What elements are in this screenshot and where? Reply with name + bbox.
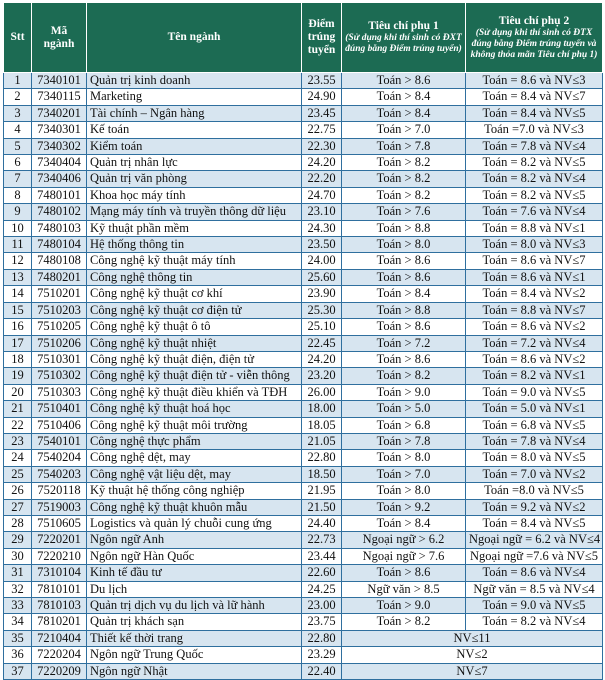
cell-stt: 33: [4, 598, 32, 614]
cell-ma-nganh: 7540204: [32, 450, 87, 466]
cell-diem: 18.00: [302, 401, 342, 417]
cell-ma-nganh: 7520118: [32, 483, 87, 499]
table-row: [4, 138, 603, 154]
cell-tieu-chi-1: Toán > 8.6: [342, 351, 466, 367]
cell-tieu-chi-merged: NV≤11: [342, 630, 603, 646]
cell-stt: 24: [4, 450, 32, 466]
admission-table-container: [3, 2, 602, 680]
cell-tieu-chi-1: Toán > 7.6: [342, 204, 466, 220]
cell-tieu-chi-1: Toán > 8.8: [342, 302, 466, 318]
cell-ma-nganh: 7510201: [32, 286, 87, 302]
cell-tieu-chi-1: Toán > 8.4: [342, 105, 466, 121]
table-row: [4, 548, 603, 564]
cell-ten-nganh: Hệ thống thông tin: [87, 237, 302, 253]
cell-tieu-chi-2: Toán = 7.0 và NV≤2: [466, 466, 603, 482]
cell-stt: 13: [4, 269, 32, 285]
tc1-title: Tiêu chí phụ 1: [368, 20, 439, 32]
cell-ten-nganh: Mạng máy tính và truyền thông dữ liệu: [87, 204, 302, 220]
cell-tieu-chi-2: Toán = 8.4 và NV≤2: [466, 286, 603, 302]
cell-tieu-chi-2: Toán = 7.6 và NV≤4: [466, 204, 603, 220]
cell-ma-nganh: 7540203: [32, 466, 87, 482]
cell-tieu-chi-1: Toán > 7.2: [342, 335, 466, 351]
cell-tieu-chi-1: Toán > 7.0: [342, 466, 466, 482]
cell-ten-nganh: Công nghệ kỹ thuật hoá học: [87, 401, 302, 417]
cell-ma-nganh: 7510203: [32, 302, 87, 318]
cell-diem: 23.45: [302, 105, 342, 121]
cell-ten-nganh: Công nghệ thông tin: [87, 269, 302, 285]
table-body: [4, 73, 603, 680]
cell-tieu-chi-1: Toán > 7.0: [342, 122, 466, 138]
cell-ten-nganh: Ngôn ngữ Anh: [87, 532, 302, 548]
table-row: [4, 302, 603, 318]
cell-diem: 25.10: [302, 319, 342, 335]
header-ten-nganh: Tên ngành: [87, 3, 302, 73]
cell-tieu-chi-2: Toán = 8.6 và NV≤2: [466, 351, 603, 367]
cell-diem: 23.00: [302, 598, 342, 614]
cell-tieu-chi-1: Toán > 8.4: [342, 89, 466, 105]
cell-stt: 17: [4, 335, 32, 351]
cell-stt: 19: [4, 368, 32, 384]
header-diem: Điểm trúng tuyển: [302, 3, 342, 73]
cell-tieu-chi-2: Toán = 8.2 và NV≤1: [466, 368, 603, 384]
cell-ten-nganh: Công nghệ kỹ thuật điện, điện tử: [87, 351, 302, 367]
cell-ma-nganh: 7510206: [32, 335, 87, 351]
header-ma-nganh: Mã ngành: [32, 3, 87, 73]
cell-stt: 34: [4, 614, 32, 630]
cell-stt: 37: [4, 663, 32, 679]
table-row: [4, 433, 603, 449]
cell-tieu-chi-2: Ngữ văn = 8.5 và NV≤4: [466, 581, 603, 597]
cell-stt: 4: [4, 122, 32, 138]
cell-tieu-chi-1: Ngữ văn > 8.5: [342, 581, 466, 597]
cell-diem: 18.05: [302, 417, 342, 433]
cell-tieu-chi-2: Toán = 8.0 và NV≤5: [466, 450, 603, 466]
table-row: [4, 286, 603, 302]
table-row: [4, 401, 603, 417]
cell-ma-nganh: 7480104: [32, 237, 87, 253]
cell-stt: 2: [4, 89, 32, 105]
cell-tieu-chi-1: Toán > 7.8: [342, 433, 466, 449]
cell-diem: 24.90: [302, 89, 342, 105]
cell-tieu-chi-2: Toán = 8.6 và NV≤2: [466, 319, 603, 335]
cell-stt: 25: [4, 466, 32, 482]
cell-diem: 22.80: [302, 450, 342, 466]
table-row: [4, 450, 603, 466]
cell-tieu-chi-2: Toán = 8.4 và NV≤5: [466, 515, 603, 531]
cell-tieu-chi-1: Toán > 8.6: [342, 73, 466, 89]
cell-tieu-chi-2: Toán = 8.8 và NV≤1: [466, 220, 603, 236]
cell-ma-nganh: 7220210: [32, 548, 87, 564]
table-row: [4, 663, 603, 679]
cell-ma-nganh: 7480102: [32, 204, 87, 220]
cell-tieu-chi-2: Toán = 8.2 và NV≤5: [466, 155, 603, 171]
cell-tieu-chi-1: Toán > 8.0: [342, 450, 466, 466]
cell-diem: 21.95: [302, 483, 342, 499]
cell-ma-nganh: 7340101: [32, 73, 87, 89]
table-row: [4, 368, 603, 384]
cell-stt: 18: [4, 351, 32, 367]
cell-diem: 26.00: [302, 384, 342, 400]
cell-tieu-chi-2: Ngoại ngữ =7.6 và NV≤5: [466, 548, 603, 564]
cell-diem: 22.60: [302, 565, 342, 581]
cell-diem: 23.90: [302, 286, 342, 302]
cell-tieu-chi-1: Toán > 9.0: [342, 384, 466, 400]
cell-stt: 29: [4, 532, 32, 548]
cell-ma-nganh: 7310104: [32, 565, 87, 581]
cell-ma-nganh: 7480103: [32, 220, 87, 236]
cell-stt: 15: [4, 302, 32, 318]
table-row: [4, 515, 603, 531]
cell-tieu-chi-2: Toán = 8.4 và NV≤5: [466, 105, 603, 121]
table-row: [4, 351, 603, 367]
cell-diem: 23.44: [302, 548, 342, 564]
cell-ma-nganh: 7340301: [32, 122, 87, 138]
cell-tieu-chi-2: Toán =7.0 và NV≤3: [466, 122, 603, 138]
cell-tieu-chi-1: Ngoại ngữ > 6.2: [342, 532, 466, 548]
cell-ma-nganh: 7340302: [32, 138, 87, 154]
cell-tieu-chi-2: Toán = 9.2 và NV≤2: [466, 499, 603, 515]
cell-ma-nganh: 7210404: [32, 630, 87, 646]
cell-stt: 5: [4, 138, 32, 154]
cell-tieu-chi-1: Toán > 8.2: [342, 368, 466, 384]
cell-diem: 22.30: [302, 138, 342, 154]
cell-diem: 22.20: [302, 171, 342, 187]
cell-ma-nganh: 7510301: [32, 351, 87, 367]
cell-tieu-chi-2: Toán = 7.2 và NV≤4: [466, 335, 603, 351]
cell-ma-nganh: 7480201: [32, 269, 87, 285]
cell-tieu-chi-1: Toán > 8.2: [342, 155, 466, 171]
cell-ten-nganh: Quản trị kinh doanh: [87, 73, 302, 89]
cell-ten-nganh: Công nghệ kỹ thuật máy tính: [87, 253, 302, 269]
cell-stt: 1: [4, 73, 32, 89]
header-tieu-chi-2: [466, 3, 603, 73]
cell-ma-nganh: 7810103: [32, 598, 87, 614]
cell-tieu-chi-merged: NV≤2: [342, 647, 603, 663]
cell-tieu-chi-2: Toán = 8.6 và NV≤1: [466, 269, 603, 285]
table-row: [4, 220, 603, 236]
table-row: [4, 417, 603, 433]
cell-ten-nganh: Ngôn ngữ Nhật: [87, 663, 302, 679]
table-row: [4, 319, 603, 335]
cell-ma-nganh: 7220204: [32, 647, 87, 663]
cell-ten-nganh: Công nghệ dệt, may: [87, 450, 302, 466]
cell-ten-nganh: Tài chính – Ngân hàng: [87, 105, 302, 121]
cell-diem: 21.05: [302, 433, 342, 449]
cell-stt: 36: [4, 647, 32, 663]
table-row: [4, 122, 603, 138]
table-row: [4, 155, 603, 171]
cell-ten-nganh: Quản trị nhân lực: [87, 155, 302, 171]
cell-tieu-chi-1: Toán > 9.2: [342, 499, 466, 515]
cell-tieu-chi-1: Toán > 8.6: [342, 565, 466, 581]
cell-diem: 23.55: [302, 73, 342, 89]
cell-ten-nganh: Kinh tế đầu tư: [87, 565, 302, 581]
table-row: [4, 187, 603, 203]
cell-ma-nganh: 7480101: [32, 187, 87, 203]
cell-ma-nganh: 7510605: [32, 515, 87, 531]
cell-stt: 16: [4, 319, 32, 335]
cell-diem: 22.40: [302, 663, 342, 679]
cell-tieu-chi-1: Toán > 9.0: [342, 598, 466, 614]
cell-tieu-chi-2: Toán = 7.8 và NV≤4: [466, 138, 603, 154]
cell-ma-nganh: 7510302: [32, 368, 87, 384]
cell-ten-nganh: Công nghệ kỹ thuật khuôn mẫu: [87, 499, 302, 515]
cell-diem: 22.80: [302, 630, 342, 646]
cell-stt: 9: [4, 204, 32, 220]
cell-stt: 11: [4, 237, 32, 253]
cell-tieu-chi-1: Ngoại ngữ > 7.6: [342, 548, 466, 564]
cell-diem: 23.75: [302, 614, 342, 630]
cell-ten-nganh: Quản trị khách sạn: [87, 614, 302, 630]
cell-ma-nganh: 7510401: [32, 401, 87, 417]
cell-diem: 23.10: [302, 204, 342, 220]
cell-tieu-chi-1: Toán > 8.0: [342, 237, 466, 253]
cell-diem: 22.75: [302, 122, 342, 138]
cell-tieu-chi-2: Toán = 8.6 và NV≤3: [466, 73, 603, 89]
cell-ten-nganh: Logistics và quản lý chuỗi cung ứng: [87, 515, 302, 531]
table-row: [4, 89, 603, 105]
cell-diem: 23.50: [302, 237, 342, 253]
cell-diem: 24.70: [302, 187, 342, 203]
cell-diem: 25.30: [302, 302, 342, 318]
cell-ma-nganh: 7340406: [32, 171, 87, 187]
cell-ten-nganh: Quản trị văn phòng: [87, 171, 302, 187]
cell-stt: 8: [4, 187, 32, 203]
cell-tieu-chi-2: Toán = 6.8 và NV≤5: [466, 417, 603, 433]
cell-stt: 10: [4, 220, 32, 236]
cell-diem: 24.40: [302, 515, 342, 531]
cell-stt: 7: [4, 171, 32, 187]
cell-stt: 23: [4, 433, 32, 449]
cell-tieu-chi-2: Toán =8.0 và NV≤5: [466, 483, 603, 499]
cell-tieu-chi-1: Toán > 5.0: [342, 401, 466, 417]
cell-tieu-chi-2: Toán = 9.0 và NV≤5: [466, 598, 603, 614]
cell-ten-nganh: Khoa học máy tính: [87, 187, 302, 203]
cell-ten-nganh: Công nghệ kỹ thuật cơ khí: [87, 286, 302, 302]
table-row: [4, 581, 603, 597]
cell-tieu-chi-2: Toán = 8.0 và NV≤3: [466, 237, 603, 253]
cell-ma-nganh: 7540101: [32, 433, 87, 449]
cell-ten-nganh: Công nghệ kỹ thuật cơ điện tử: [87, 302, 302, 318]
cell-stt: 22: [4, 417, 32, 433]
cell-ma-nganh: 7220201: [32, 532, 87, 548]
table-header-row: [4, 3, 603, 73]
cell-diem: 24.20: [302, 155, 342, 171]
cell-ten-nganh: Quản trị dịch vụ du lịch và lữ hành: [87, 598, 302, 614]
cell-stt: 6: [4, 155, 32, 171]
cell-stt: 35: [4, 630, 32, 646]
cell-tieu-chi-2: Toán = 8.2 và NV≤5: [466, 187, 603, 203]
cell-ma-nganh: 7480108: [32, 253, 87, 269]
cell-diem: 22.73: [302, 532, 342, 548]
table-row: [4, 532, 603, 548]
table-row: [4, 565, 603, 581]
cell-diem: 23.20: [302, 368, 342, 384]
cell-diem: 24.25: [302, 581, 342, 597]
cell-tieu-chi-1: Toán > 8.6: [342, 253, 466, 269]
cell-tieu-chi-2: Toán = 8.6 và NV≤4: [466, 565, 603, 581]
cell-stt: 21: [4, 401, 32, 417]
table-row: [4, 335, 603, 351]
table-row: [4, 384, 603, 400]
cell-diem: 24.20: [302, 351, 342, 367]
cell-ma-nganh: 7510303: [32, 384, 87, 400]
cell-tieu-chi-2: Toán = 7.8 và NV≤4: [466, 433, 603, 449]
cell-stt: 27: [4, 499, 32, 515]
cell-ma-nganh: 7810101: [32, 581, 87, 597]
admission-score-table: [3, 2, 603, 680]
table-row: [4, 237, 603, 253]
cell-diem: 24.00: [302, 253, 342, 269]
cell-tieu-chi-1: Toán > 8.2: [342, 171, 466, 187]
cell-stt: 26: [4, 483, 32, 499]
table-row: [4, 105, 603, 121]
table-row: [4, 647, 603, 663]
cell-ten-nganh: Du lịch: [87, 581, 302, 597]
cell-ten-nganh: Ngôn ngữ Trung Quốc: [87, 647, 302, 663]
cell-ma-nganh: 7220209: [32, 663, 87, 679]
tc1-note: (Sử dụng khi thí sinh có ĐXT đúng bằng Điểm trúng tuyển): [345, 33, 462, 54]
table-row: [4, 466, 603, 482]
cell-tieu-chi-1: Toán > 8.4: [342, 286, 466, 302]
cell-ten-nganh: Kỹ thuật phần mềm: [87, 220, 302, 236]
cell-tieu-chi-2: Toán = 8.4 và NV≤7: [466, 89, 603, 105]
cell-diem: 18.50: [302, 466, 342, 482]
cell-ten-nganh: Ngôn ngữ Hàn Quốc: [87, 548, 302, 564]
cell-diem: 23.29: [302, 647, 342, 663]
cell-ten-nganh: Công nghệ vật liệu dệt, may: [87, 466, 302, 482]
table-row: [4, 614, 603, 630]
table-row: [4, 598, 603, 614]
cell-ma-nganh: 7340115: [32, 89, 87, 105]
cell-ma-nganh: 7340404: [32, 155, 87, 171]
header-tieu-chi-1: [342, 3, 466, 73]
cell-tieu-chi-2: Toán = 8.2 và NV≤4: [466, 171, 603, 187]
cell-tieu-chi-2: Ngoại ngữ = 6.2 và NV≤4: [466, 532, 603, 548]
table-row: [4, 204, 603, 220]
table-row: [4, 499, 603, 515]
header-stt: Stt: [4, 3, 32, 73]
cell-tieu-chi-1: Toán > 8.2: [342, 614, 466, 630]
cell-stt: 31: [4, 565, 32, 581]
cell-ten-nganh: Công nghệ kỹ thuật môi trường: [87, 417, 302, 433]
cell-tieu-chi-1: Toán > 8.2: [342, 187, 466, 203]
cell-ten-nganh: Marketing: [87, 89, 302, 105]
cell-tieu-chi-1: Toán > 8.6: [342, 269, 466, 285]
table-row: [4, 253, 603, 269]
cell-ten-nganh: Công nghệ thực phẩm: [87, 433, 302, 449]
cell-ma-nganh: 7510406: [32, 417, 87, 433]
cell-tieu-chi-2: Toán = 8.2 và NV≤4: [466, 614, 603, 630]
cell-ten-nganh: Kế toán: [87, 122, 302, 138]
cell-stt: 20: [4, 384, 32, 400]
cell-tieu-chi-2: Toán = 8.6 và NV≤7: [466, 253, 603, 269]
cell-ten-nganh: Công nghệ kỹ thuật điện tử - viễn thông: [87, 368, 302, 384]
table-row: [4, 630, 603, 646]
cell-stt: 32: [4, 581, 32, 597]
cell-diem: 25.60: [302, 269, 342, 285]
cell-stt: 14: [4, 286, 32, 302]
cell-tieu-chi-merged: NV≤7: [342, 663, 603, 679]
cell-ma-nganh: 7519003: [32, 499, 87, 515]
cell-ten-nganh: Kiểm toán: [87, 138, 302, 154]
cell-ten-nganh: Công nghệ kỹ thuật nhiệt: [87, 335, 302, 351]
cell-ten-nganh: Công nghệ kỹ thuật ô tô: [87, 319, 302, 335]
table-row: [4, 73, 603, 89]
cell-tieu-chi-1: Toán > 6.8: [342, 417, 466, 433]
cell-tieu-chi-1: Toán > 8.4: [342, 515, 466, 531]
cell-diem: 21.50: [302, 499, 342, 515]
cell-diem: 24.30: [302, 220, 342, 236]
table-row: [4, 171, 603, 187]
table-row: [4, 483, 603, 499]
cell-ten-nganh: Thiết kế thời trang: [87, 630, 302, 646]
cell-stt: 30: [4, 548, 32, 564]
cell-ma-nganh: 7510205: [32, 319, 87, 335]
table-row: [4, 269, 603, 285]
cell-stt: 12: [4, 253, 32, 269]
cell-stt: 28: [4, 515, 32, 531]
cell-ten-nganh: Công nghệ kỹ thuật điều khiển và TĐH: [87, 384, 302, 400]
cell-diem: 22.45: [302, 335, 342, 351]
cell-ma-nganh: 7810201: [32, 614, 87, 630]
cell-tieu-chi-1: Toán > 8.8: [342, 220, 466, 236]
cell-tieu-chi-2: Toán = 8.8 và NV≤7: [466, 302, 603, 318]
cell-stt: 3: [4, 105, 32, 121]
cell-tieu-chi-1: Toán > 8.6: [342, 319, 466, 335]
cell-ten-nganh: Kỹ thuật hệ thống công nghiệp: [87, 483, 302, 499]
cell-tieu-chi-2: Toán = 9.0 và NV≤5: [466, 384, 603, 400]
tc2-title: Tiêu chí phụ 2: [498, 14, 570, 27]
cell-tieu-chi-2: Toán = 5.0 và NV≤1: [466, 401, 603, 417]
tc2-note: (Sử dụng khi thí sinh có ĐTX đúng bằng Điểm trúng tuyển và không thỏa mãn Tiêu chí phụ 1): [470, 27, 598, 60]
cell-tieu-chi-1: Toán > 7.8: [342, 138, 466, 154]
cell-tieu-chi-1: Toán > 8.0: [342, 483, 466, 499]
cell-ma-nganh: 7340201: [32, 105, 87, 121]
